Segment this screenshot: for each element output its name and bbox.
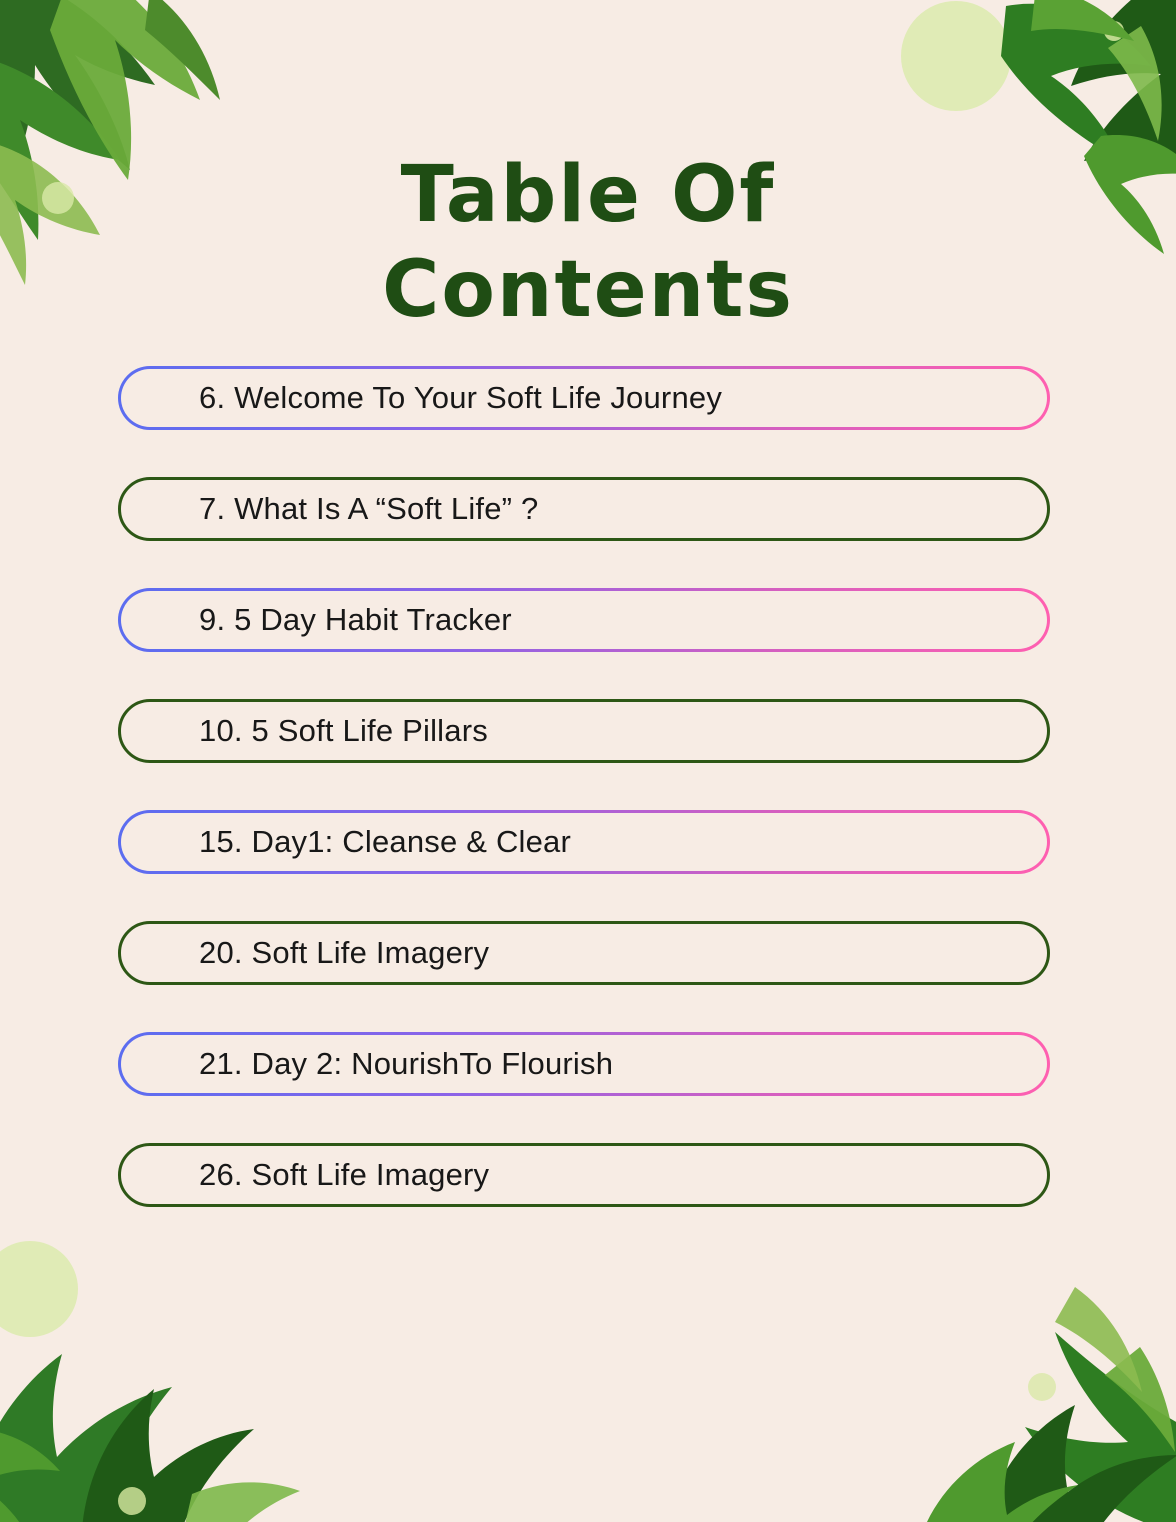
toc-entry-label: 20. Soft Life Imagery bbox=[199, 935, 490, 970]
toc-entry-8[interactable] bbox=[118, 1143, 1050, 1207]
toc-entry-label: 10. 5 Soft Life Pillars bbox=[199, 713, 488, 748]
page-title bbox=[0, 148, 1176, 338]
toc-entry-label: 21. Day 2: NourishTo Flourish bbox=[199, 1046, 614, 1081]
toc-entry-5[interactable] bbox=[118, 810, 1050, 874]
toc-entry-7[interactable] bbox=[118, 1032, 1050, 1096]
page-title-line-1: Table Of bbox=[400, 150, 776, 241]
toc-entry-4[interactable] bbox=[118, 699, 1050, 763]
toc-entry-label: 6. Welcome To Your Soft Life Journey bbox=[199, 380, 723, 415]
toc-entry-label: 15. Day1: Cleanse & Clear bbox=[199, 824, 572, 859]
toc-entry-3[interactable] bbox=[118, 588, 1050, 652]
monstera-leaves-icon bbox=[0, 1229, 312, 1522]
tropical-leaves-icon bbox=[860, 1227, 1176, 1522]
toc-entry-2[interactable] bbox=[118, 477, 1050, 541]
toc-entry-6[interactable] bbox=[118, 921, 1050, 985]
page-title-line-2: Contents bbox=[382, 245, 794, 336]
toc-entry-label: 26. Soft Life Imagery bbox=[199, 1157, 490, 1192]
toc-entry-label: 9. 5 Day Habit Tracker bbox=[199, 602, 512, 637]
toc-entry-1[interactable] bbox=[118, 366, 1050, 430]
table-of-contents-list bbox=[118, 366, 1050, 1207]
toc-entry-label: 7. What Is A “Soft Life” ? bbox=[199, 491, 539, 526]
